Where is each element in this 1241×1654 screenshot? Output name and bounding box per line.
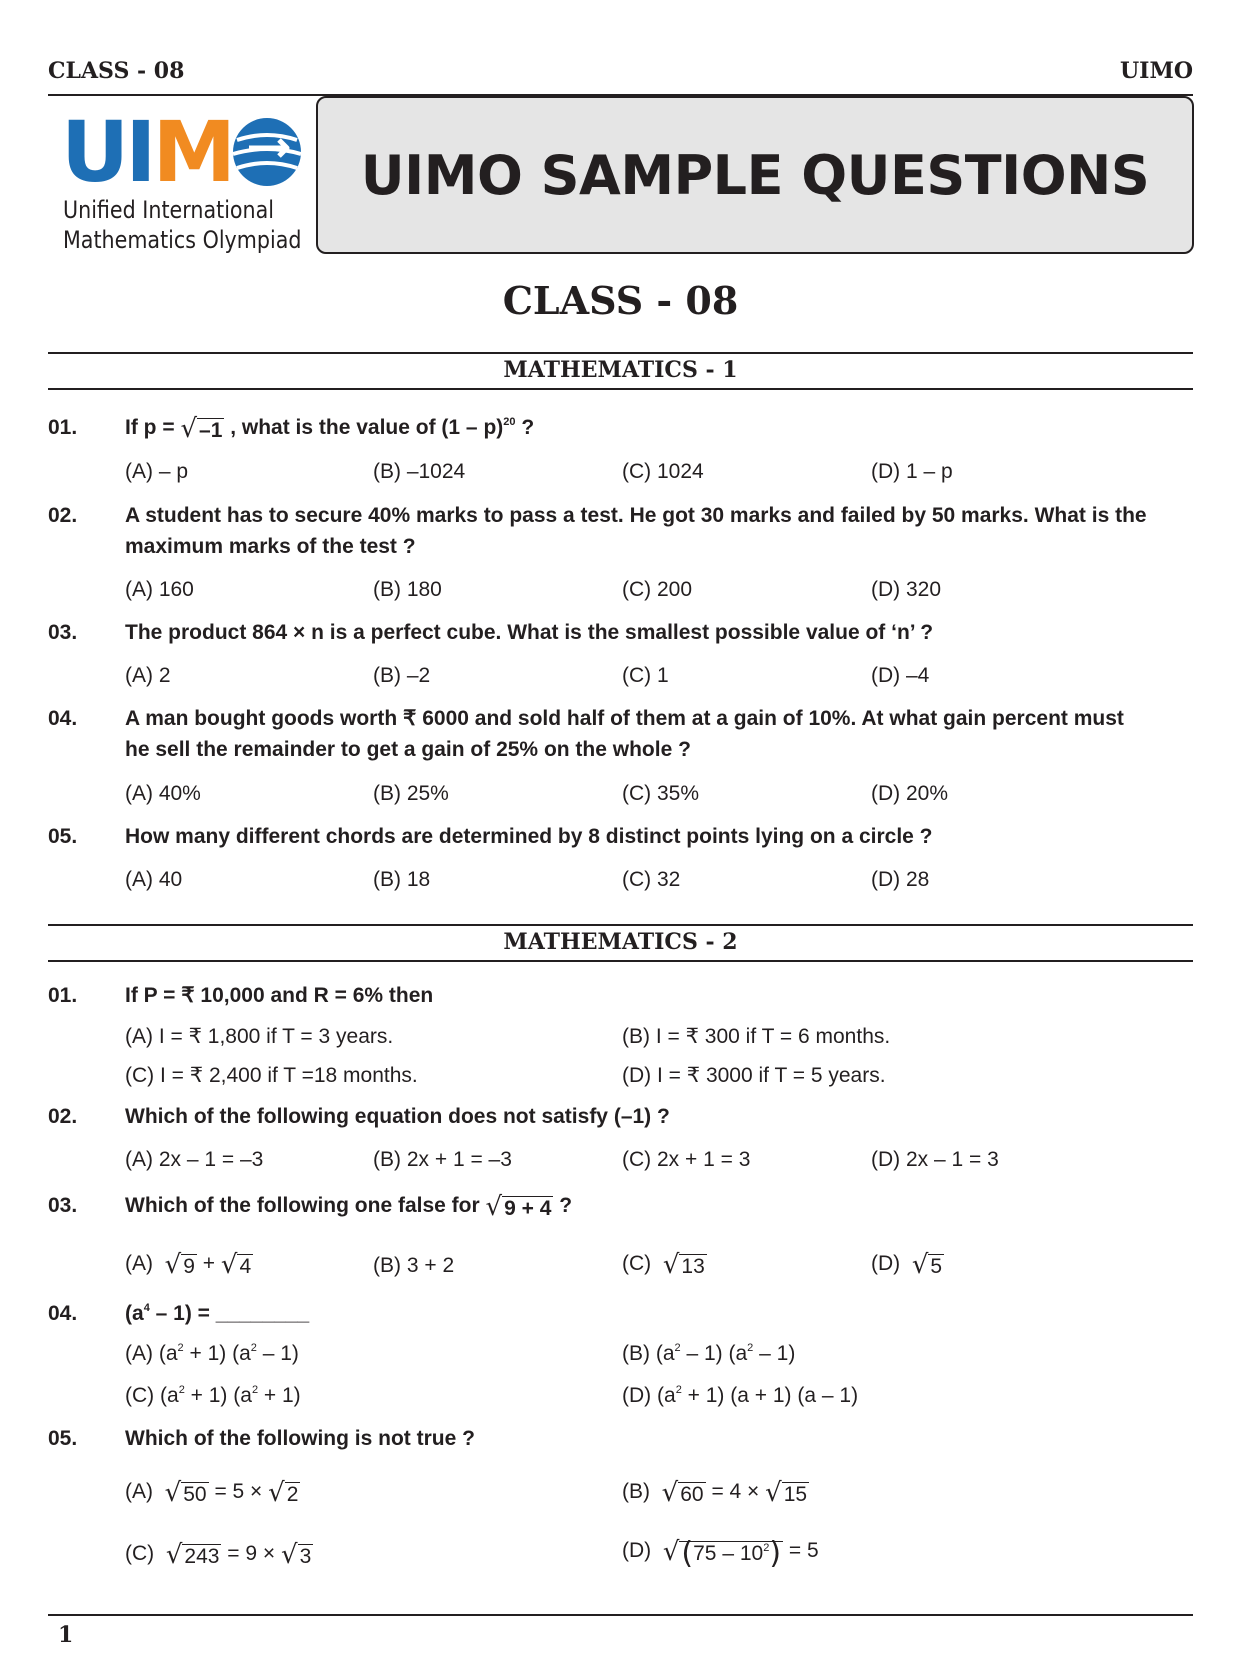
sqrt-expression: $√(75 - 10^2)$: [662, 1536, 782, 1571]
uimo-logo: [55, 103, 305, 258]
sqrt-expression: √9 + 4: [485, 1192, 552, 1222]
plus-sign: +: [202, 1252, 216, 1275]
question-text: Which of the following equation does not satisfy (–1) ?: [125, 1105, 670, 1128]
option-label: (C): [125, 1384, 160, 1407]
footer-divider: [48, 1614, 1193, 1616]
exponent: 20: [503, 416, 516, 428]
section-rule-top: [48, 924, 1193, 926]
paren-open: (: [681, 1536, 694, 1571]
question-text: How many different chords are determined by 8 distinct points lying on a circle ?: [125, 825, 933, 848]
section-title-math2: MATHEMATICS - 2: [503, 929, 738, 955]
option-b: (B) 180: [373, 578, 442, 601]
option-a: (A) 160: [125, 578, 194, 601]
sqrt-expression: √13: [662, 1250, 705, 1280]
logo-letters-m: M: [152, 103, 233, 201]
question-text-part: If p =: [125, 416, 181, 439]
sqrt-expression: √2: [268, 1478, 299, 1508]
logo-letters: [61, 103, 233, 201]
expr-part: (a: [160, 1384, 179, 1407]
exponent: 2: [177, 1342, 184, 1354]
option-b: (B) 3 + 2: [373, 1254, 455, 1277]
radicand: 9 + 4: [504, 1197, 552, 1220]
radicand: 9: [183, 1255, 195, 1278]
option-b: (B) –2: [373, 664, 431, 687]
option-d: (D) 1 – p: [871, 460, 953, 483]
option-c: (C) 2x + 1 = 3: [622, 1148, 751, 1171]
question-text: [125, 1298, 1195, 1329]
sqrt-expression: √3: [281, 1540, 312, 1570]
section-rule-top: [48, 352, 1193, 354]
question-number: 05.: [48, 1427, 78, 1450]
option-label: (D): [622, 1539, 652, 1562]
option-a: [125, 1342, 299, 1366]
question-number: 03.: [48, 1194, 78, 1217]
radicand: 13: [681, 1255, 705, 1278]
exponent: 2: [763, 1542, 770, 1554]
option-d: [622, 1536, 819, 1571]
section-rule-bottom: [48, 388, 1193, 390]
option-c: [125, 1540, 313, 1570]
question-text-part: , what is the value of (1 – p): [224, 416, 504, 439]
question-number: 03.: [48, 621, 78, 644]
question-text-part: ?: [553, 1194, 573, 1217]
question-number: 01.: [48, 416, 78, 439]
option-d: [871, 1250, 944, 1280]
option-label: (C): [622, 1252, 652, 1275]
option-b: [622, 1478, 809, 1508]
radicand: 15: [783, 1483, 808, 1506]
question-text: The product 864 × n is a perfect cube. What is the smallest possible value of ‘n’ ?: [125, 621, 934, 644]
option-d: (D) 320: [871, 578, 942, 601]
expr-part: – 1) (a: [680, 1342, 748, 1365]
expr-part: = 9 ×: [221, 1542, 281, 1565]
question-number: 04.: [48, 1302, 78, 1325]
expr-part: – 1): [753, 1342, 796, 1365]
option-a: (A) 2x – 1 = –3: [125, 1148, 264, 1171]
question-number: 01.: [48, 984, 78, 1007]
expr-part: = 5: [783, 1539, 819, 1562]
logo-letters-ui: UI: [61, 103, 153, 201]
exponent: 2: [675, 1384, 682, 1396]
question-number: 02.: [48, 1105, 78, 1128]
radicand: 3: [299, 1545, 312, 1568]
expr-part: (a: [655, 1342, 675, 1365]
option-b: (B) –1024: [373, 460, 466, 483]
option-label: (D): [622, 1384, 657, 1407]
logo-subtitle-line1: Unified International: [63, 196, 275, 224]
sqrt-expression: √5: [911, 1250, 943, 1280]
option-a: (A) 40%: [125, 782, 201, 805]
question-text-part: – 1) = ________: [149, 1302, 310, 1325]
option-d: [622, 1384, 858, 1408]
header-class-label: CLASS - 08: [48, 58, 185, 84]
sqrt-expression: √15: [765, 1478, 808, 1508]
exponent: 2: [250, 1342, 257, 1354]
question-number: 02.: [48, 504, 78, 527]
exponent: 2: [251, 1384, 259, 1396]
option-c: [125, 1384, 301, 1408]
option-label: (A): [125, 1342, 159, 1365]
sqrt-expression: √50: [164, 1478, 207, 1508]
option-label: (B): [622, 1480, 650, 1503]
option-a: [125, 1250, 253, 1280]
question-number: 05.: [48, 825, 78, 848]
page-number: 1: [58, 1622, 74, 1648]
header-brand-label: UIMO: [1120, 58, 1193, 84]
page-title: UIMO SAMPLE QUESTIONS: [360, 143, 1150, 207]
option-a: (A) 2: [125, 664, 171, 687]
expr-part: (a: [158, 1342, 178, 1365]
expr-part: = 4 ×: [705, 1480, 766, 1503]
expr-part: + 1) (a: [184, 1384, 252, 1407]
option-label: (C): [125, 1542, 155, 1565]
question-number: 04.: [48, 707, 78, 730]
expr-part: + 1) (a: [183, 1342, 251, 1365]
question-text: If P = ₹ 10,000 and R = 6% then: [125, 984, 434, 1007]
option-label: (D): [871, 1252, 901, 1275]
option-c: (C) 1: [622, 664, 669, 687]
logo-subtitle-line2: Mathematics Olympiad: [63, 226, 302, 254]
question-text-part: ?: [515, 416, 535, 439]
sqrt-expression: √243: [165, 1540, 220, 1570]
question-text: [125, 412, 1195, 446]
question-line: A student has to secure 40% marks to pass a test. He got 30 marks and failed by 50 marks. What is the: [125, 504, 1147, 527]
section-rule-bottom: [48, 960, 1193, 962]
radicand: 243: [184, 1545, 220, 1568]
option-c: (C) I = ₹ 2,400 if T =18 months.: [125, 1064, 418, 1087]
question-text-part: (a: [125, 1302, 144, 1325]
question-text: [125, 1190, 1195, 1224]
question-text: Which of the following is not true ?: [125, 1427, 475, 1450]
option-c: (C) 200: [622, 578, 693, 601]
radicand: 60: [680, 1483, 704, 1506]
option-d: (D) 20%: [871, 782, 949, 805]
question-line: he sell the remainder to get a gain of 25% on the whole ?: [125, 738, 691, 761]
radicand: 2: [286, 1483, 299, 1506]
option-d: (D) –4: [871, 664, 930, 687]
option-c: (C) 35%: [622, 782, 700, 805]
option-a: (A) 40: [125, 868, 183, 891]
exponent: 2: [747, 1342, 754, 1354]
expr-part: + 1): [258, 1384, 301, 1407]
option-c: [622, 1250, 707, 1280]
title-banner: [316, 96, 1194, 254]
option-label: (B): [622, 1342, 656, 1365]
radicand: 50: [183, 1483, 207, 1506]
radicand: –1: [199, 419, 223, 442]
expr-part: = 5 ×: [208, 1480, 269, 1503]
question-text: [125, 703, 1195, 765]
option-b: [622, 1342, 795, 1366]
option-b: (B) 2x + 1 = –3: [373, 1148, 512, 1171]
option-c: (C) 1024: [622, 460, 704, 483]
exponent: 4: [143, 1302, 150, 1314]
question-text: [125, 500, 1195, 562]
exponent: 2: [178, 1384, 185, 1396]
option-c: (C) 32: [622, 868, 681, 891]
paren-close: ): [769, 1536, 782, 1571]
option-d: (D) 28: [871, 868, 930, 891]
section-title-math1: MATHEMATICS - 1: [503, 357, 738, 383]
option-b: (B) 18: [373, 868, 431, 891]
sqrt-expression: √9: [164, 1250, 195, 1280]
class-heading: CLASS - 08: [502, 278, 739, 323]
option-label: (A): [125, 1480, 153, 1503]
question-line: A man bought goods worth ₹ 6000 and sold half of them at a gain of 10%. At what gain percent must: [125, 707, 1124, 730]
question-text-part: Which of the following one false for: [125, 1194, 486, 1217]
option-b: (B) 25%: [373, 782, 449, 805]
sqrt-expression: √–1: [180, 414, 223, 444]
radicand: 4: [239, 1255, 252, 1278]
option-b: (B) I = ₹ 300 if T = 6 months.: [622, 1025, 891, 1048]
radicand: 5: [930, 1255, 943, 1278]
expr-part: – 1): [256, 1342, 299, 1365]
expr-part: 75 – 10: [693, 1542, 764, 1565]
expr-part: (a: [657, 1384, 676, 1407]
option-label: (A): [125, 1252, 153, 1275]
exponent: 2: [674, 1342, 681, 1354]
expr-part: + 1) (a + 1) (a – 1): [681, 1384, 859, 1407]
option-a: (A) – p: [125, 460, 189, 483]
option-d: (D) 2x – 1 = 3: [871, 1148, 999, 1171]
question-line: maximum marks of the test ?: [125, 535, 416, 558]
sqrt-expression: √4: [220, 1250, 252, 1280]
option-d: (D) I = ₹ 3000 if T = 5 years.: [622, 1064, 886, 1087]
globe-arrow-icon: [227, 112, 307, 192]
option-a: [125, 1478, 300, 1508]
option-a: (A) I = ₹ 1,800 if T = 3 years.: [125, 1025, 394, 1048]
sqrt-expression: √60: [661, 1478, 704, 1508]
